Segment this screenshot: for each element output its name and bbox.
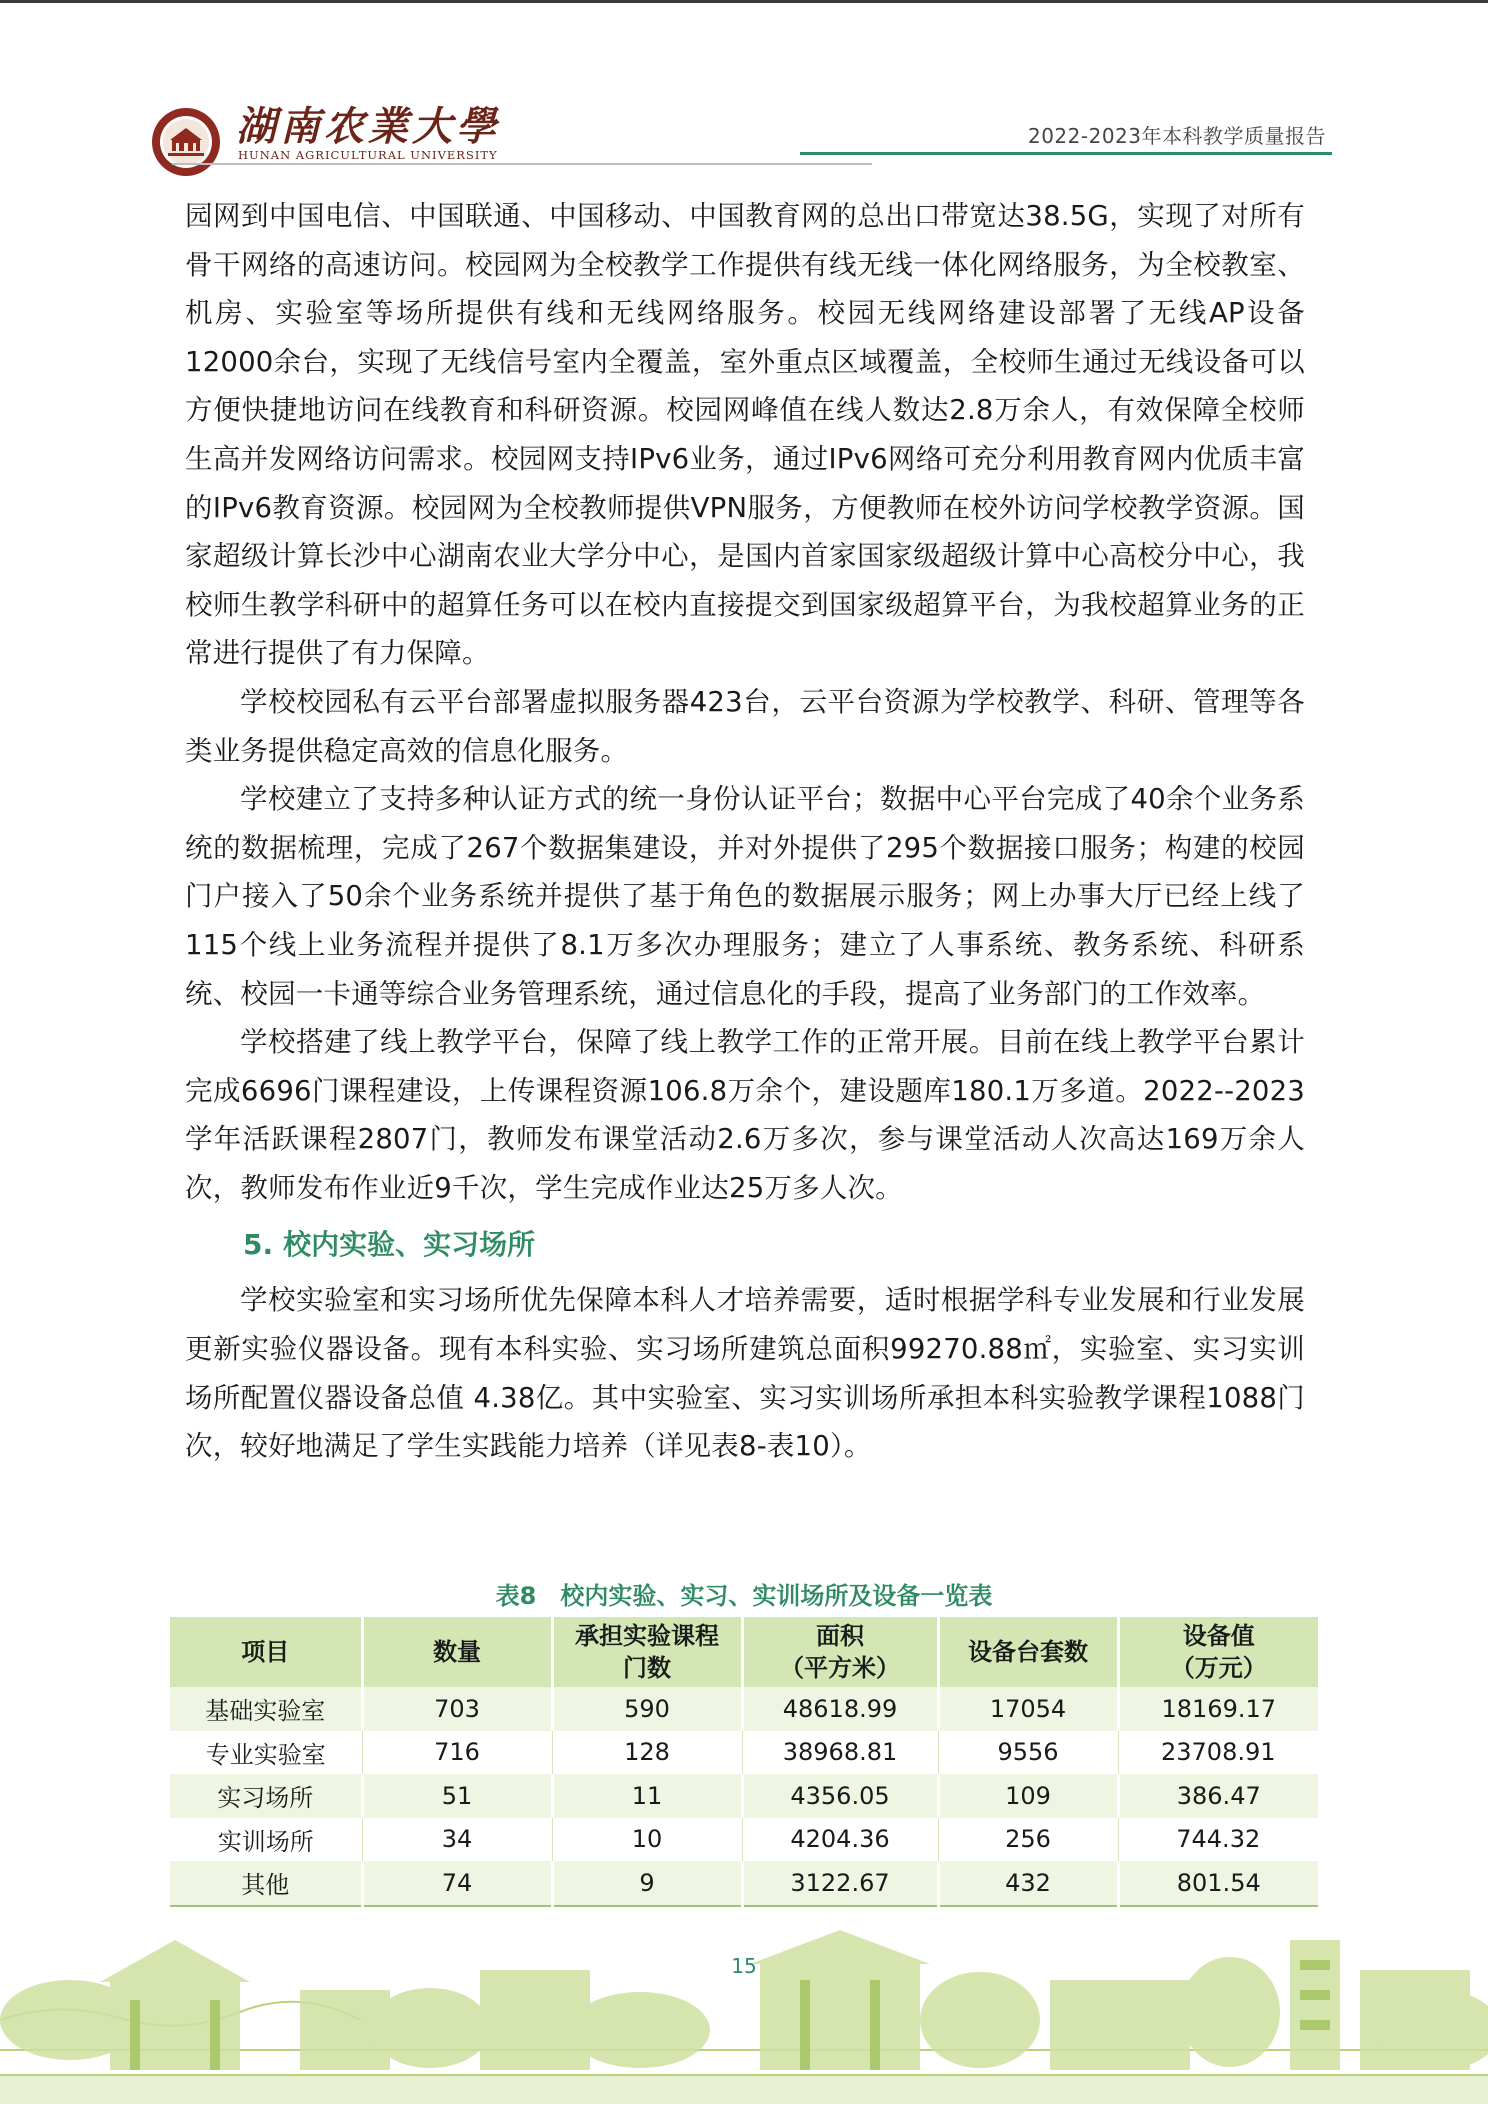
- cell-count: 716: [362, 1731, 552, 1775]
- cell-name: 基础实验室: [170, 1687, 362, 1731]
- labs-equipment-table: [170, 1617, 1318, 1907]
- page-content: [185, 192, 1305, 1471]
- cell-courses: 590: [552, 1687, 742, 1731]
- cell-courses: 128: [552, 1731, 742, 1775]
- table-row: [170, 1731, 1318, 1775]
- table-row: [170, 1687, 1318, 1731]
- col-header-value-line2: （万元）: [1170, 1654, 1267, 1682]
- col-header-value-line1: 设备值: [1182, 1622, 1255, 1650]
- table-header-row: [170, 1617, 1318, 1687]
- cell-value: 386.47: [1118, 1774, 1318, 1818]
- cell-name: 实训场所: [170, 1818, 362, 1862]
- cell-devices: 17054: [938, 1687, 1118, 1731]
- col-header-area-line1: 面积: [816, 1622, 864, 1650]
- paragraph-cloud-platform: 学校校园私有云平台部署虚拟服务器423台，云平台资源为学校教学、科研、管理等各类业务提供稳定高效的信息化服务。: [185, 685, 1305, 767]
- col-header-devices-text: 设备台套数: [968, 1638, 1088, 1666]
- university-calligraphy-logo: [236, 102, 500, 150]
- cell-count: 51: [362, 1774, 552, 1818]
- cell-courses: 9: [552, 1861, 742, 1906]
- cell-courses: 10: [552, 1818, 742, 1862]
- cell-devices: 109: [938, 1774, 1118, 1818]
- col-header-item-text: 项目: [241, 1638, 290, 1666]
- section-heading: [185, 1222, 1305, 1268]
- table-row: [170, 1774, 1318, 1818]
- cell-count: 74: [362, 1861, 552, 1906]
- cell-name: 其他: [170, 1861, 362, 1906]
- cell-value: 23708.91: [1118, 1731, 1318, 1775]
- col-header-item: [170, 1617, 362, 1687]
- cell-name: 实习场所: [170, 1774, 362, 1818]
- cell-area: 3122.67: [742, 1861, 938, 1906]
- paragraph-network: 园网到中国电信、中国联通、中国移动、中国教育网的总出口带宽达38.5G，实现了对所有骨干网络的高速访问。校园网为全校教学工作提供有线无线一体化网络服务，为全校教室、机房、实验室等场所提供有线和无线网络服务。校园无线网络建设部署了无线AP设备12000余台，实现了无线信号室内全覆盖，室外重点区域覆盖，全校师生通过无线设备可以方便快捷地访问在线教育和科研资源。校园网峰值在线人数达2.8万余人，有效保障全校师生高并发网络访问需求。校园网支持IPv6业务，通过IPv6网络可充分利用教育网内优质丰富的IPv6教育资源。校园网为全校教师提供VPN服务，方便教师在校外访问学校教学资源。国家超级计算长沙中心湖南农业大学分中心，是国内首家国家级超级计算中心高校分中心，我校师生教学科研中的超算任务可以在校内直接提交到国家级超算平台，为我校超算业务的正常进行提供了有力保障。: [185, 200, 1305, 670]
- campus-illustration-footer: [0, 1900, 1488, 2104]
- table-row: [170, 1861, 1318, 1906]
- cell-name: 专业实验室: [170, 1731, 362, 1775]
- paragraph-labs: 学校实验室和实习场所优先保障本科人才培养需要，适时根据学科专业发展和行业发展更新实验仪器设备。现有本科实验、实习场所建筑总面积99270.88㎡，实验室、实习实训场所配置仪器设备总值 4.38亿。其中实验室、实习实训场所承担本科实验教学课程1088门次，较好地满足了学生实践能力培养（详见表8-表10）。: [185, 1284, 1305, 1463]
- col-header-area: [742, 1617, 938, 1687]
- cell-value: 18169.17: [1118, 1687, 1318, 1731]
- cell-count: 703: [362, 1687, 552, 1731]
- page-number: 15: [731, 1954, 757, 1978]
- paragraph-identity-platform: 学校建立了支持多种认证方式的统一身份认证平台；数据中心平台完成了40余个业务系统的数据梳理，完成了267个数据集建设，并对外提供了295个数据接口服务；构建的校园门户接入了50余个业务系统并提供了基于角色的数据展示服务；网上办事大厅已经上线了115个线上业务流程并提供了8.1万多次办理服务；建立了人事系统、教务系统、科研系统、校园一卡通等综合业务管理系统，通过信息化的手段，提高了业务部门的工作效率。: [185, 783, 1305, 1010]
- col-header-devices: [938, 1617, 1118, 1687]
- cell-value: 744.32: [1118, 1818, 1318, 1862]
- cell-courses: 11: [552, 1774, 742, 1818]
- cell-devices: 432: [938, 1861, 1118, 1906]
- col-header-courses-line1: 承担实验课程: [575, 1622, 719, 1650]
- col-header-area-line2: （平方米）: [780, 1654, 900, 1682]
- cell-value: 801.54: [1118, 1861, 1318, 1906]
- header-rule-grey: [172, 163, 872, 165]
- col-header-value: [1118, 1617, 1318, 1687]
- report-title: 2022-2023年本科教学质量报告: [1027, 124, 1326, 148]
- table-caption: 表8 校内实验、实习、实训场所及设备一览表: [495, 1582, 993, 1610]
- col-header-courses: [552, 1617, 742, 1687]
- cell-area: 48618.99: [742, 1687, 938, 1731]
- col-header-courses-line2: 门数: [623, 1654, 671, 1682]
- section-number: 5.: [243, 1228, 274, 1262]
- top-border: [0, 0, 1488, 3]
- header-rule-green: [800, 152, 1332, 155]
- table-row: [170, 1818, 1318, 1862]
- col-header-count: [362, 1617, 552, 1687]
- cell-area: 38968.81: [742, 1731, 938, 1775]
- cell-count: 34: [362, 1818, 552, 1862]
- section-title-text: 校内实验、实习场所: [283, 1228, 536, 1262]
- cell-area: 4356.05: [742, 1774, 938, 1818]
- cell-devices: 256: [938, 1818, 1118, 1862]
- col-header-count-text: 数量: [433, 1638, 481, 1666]
- university-seal-logo: [150, 106, 222, 178]
- paragraph-online-teaching: 学校搭建了线上教学平台，保障了线上教学工作的正常开展。目前在线上教学平台累计完成6696门课程建设，上传课程资源106.8万余个，建设题库180.1万多道。2022--2023学年活跃课程2807门，教师发布课堂活动2.6万多次，参与课堂活动人次高达169万余人次，教师发布作业近9千次，学生完成作业达25万多人次。: [185, 1026, 1305, 1204]
- cell-area: 4204.36: [742, 1818, 938, 1862]
- university-english-name: HUNAN AGRICULTURAL UNIVERSITY: [238, 148, 498, 162]
- logo-calligraphy-text: 湖南农業大學: [236, 103, 500, 150]
- cell-devices: 9556: [938, 1731, 1118, 1775]
